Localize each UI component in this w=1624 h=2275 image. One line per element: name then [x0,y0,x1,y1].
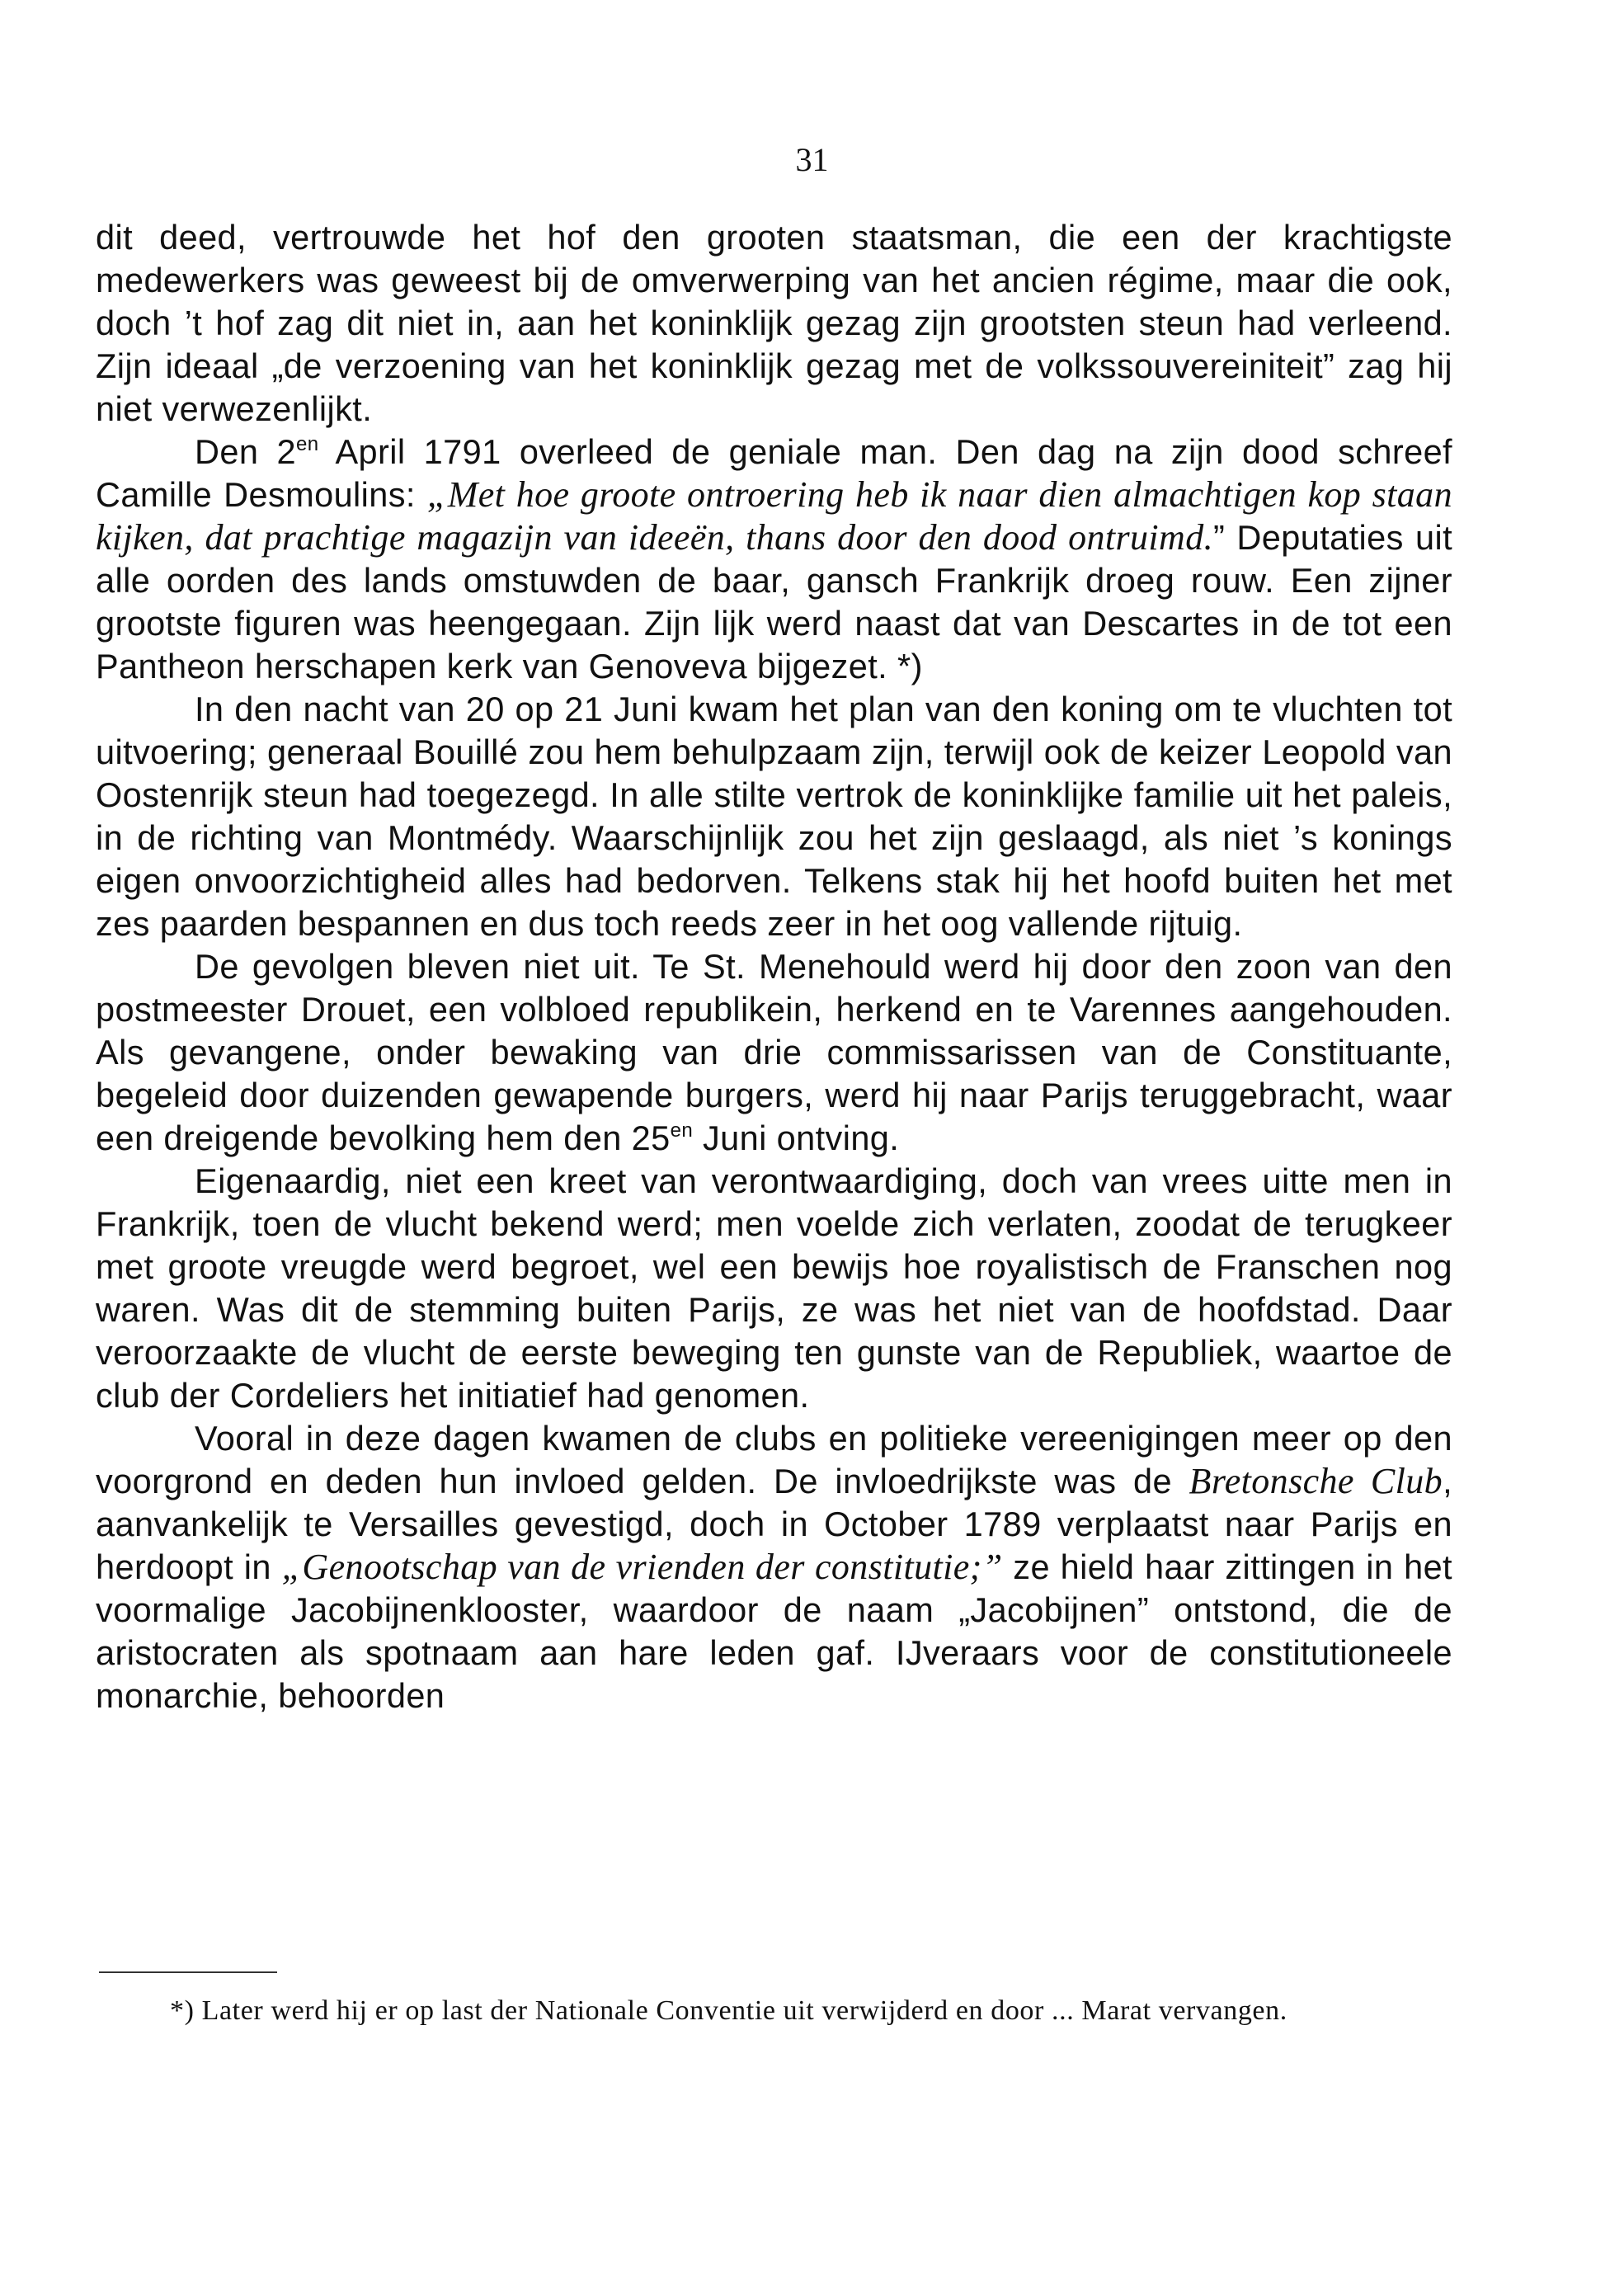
paragraph: dit deed, vertrouwde het hof den grooten staatsman, die een der krachtigste medewerkers was geweest bij de omverwerping van het ancien régime, maar die ook, doch ’t hof zag dit niet in, aan het koninklijk gezag zijn grootsten steun had verleend. Zijn ideaal „de verzoening van het koninklijk gezag met de volkssouvereiniteit” zag hij niet verwezenlijkt. [96,218,1452,428]
text-run: De gevolgen bleven niet uit. Te St. Menehould werd hij door den zoon van den postmeester Drouet, een volbloed republikein, herkend en te Varennes aangehouden. Als gevangene, onder bewaking van drie commissarissen van de Constituante, begeleid door duizenden gewapende burgers, werd hij naar Parijs teruggebracht, waar een dreigende bevolking hem den 25 [96,947,1452,1157]
text-run: April 1791 overleed de geniale man. Den dag na zijn dood schreef Camille Desmoulins: [96,432,1452,514]
text-run: , aanvankelijk te Versailles gevestigd, doch in October 1789 verplaatst naar Parijs en herdoopt in [96,1462,1452,1586]
club-name: Bretonsche Club [1189,1461,1443,1501]
paragraph [96,945,1452,1160]
paragraph: Eigenaardig, niet een kreet van verontwaardiging, doch van vrees uitte men in Frankrijk, toen de vlucht bekend werd; men voelde zich verlaten, zoodat de terugkeer met groote vreugde werd begroet, wel een bewijs hoe royalistisch de Franschen nog waren. Was dit de stemming buiten Parijs, ze was het niet van de hoofdstad. Daar veroorzaakte de vlucht de eerste beweging ten gunste van de Republiek, waartoe de club der Cordeliers het initiatief had genomen. [96,1161,1452,1415]
footnote: *) Later werd hij er op last der Nationale Conventie uit verwijderd en door ... Marat vervangen. [170,1995,1287,2026]
paragraph [96,431,1452,688]
text-run: ze hield haar zittingen in het voormalige Jacobijnenklooster, waardoor de naam „Jacobijnen” ontstond, die de aristocraten als spotnaam aan hare leden gaf. IJveraars voor de constitutioneele monarchie, behoorden [96,1547,1452,1715]
ordinal-superscript: en [296,433,319,455]
text-run: ” Deputaties uit alle oorden des lands omstuwden de baar, gansch Frankrijk droeg rouw. Een zijner grootste figuren was heengegaan. Zijn lijk werd naast dat van Descartes in de tot een Pantheon herschapen kerk van Genoveva bijgezet. *) [96,518,1453,685]
text-run: Juni ontving. [693,1119,900,1157]
paragraph [96,1417,1452,1717]
footnote-divider [99,1971,277,1973]
text-run: Vooral in deze dagen kwamen de clubs en politieke vereenigingen meer op den voorgrond en deden hun invloed gelden. De invloedrijkste was de [96,1419,1452,1500]
quotation: „Met hoe groote ontroering heb ik naar dien almachtigen kop staan kijken, dat prachtige magazijn van ideeën, thans door den dood ontruimd. [96,474,1452,558]
ordinal-superscript: en [670,1119,694,1142]
paragraph: In den nacht van 20 op 21 Juni kwam het plan van den koning om te vluchten tot uitvoering; generaal Bouillé zou hem behulpzaam zijn, terwijl ook de keizer Leopold van Oostenrijk steun had toegezegd. In alle stilte vertrok de koninklijke familie uit het paleis, in de richting van Montmédy. Waarschijnlijk zou het zijn geslaagd, als niet ’s konings eigen onvoorzichtigheid alles had bedorven. Telkens stak hij het hoofd buiten het met zes paarden bespannen en dus toch reeds zeer in het oog vallende rijtuig. [96,690,1452,943]
society-name: „Genootschap van de vrienden der constitutie;” [281,1547,1003,1587]
body-text [96,216,1452,1717]
page-number: 31 [795,141,829,178]
text-run: Den 2 [195,432,297,471]
